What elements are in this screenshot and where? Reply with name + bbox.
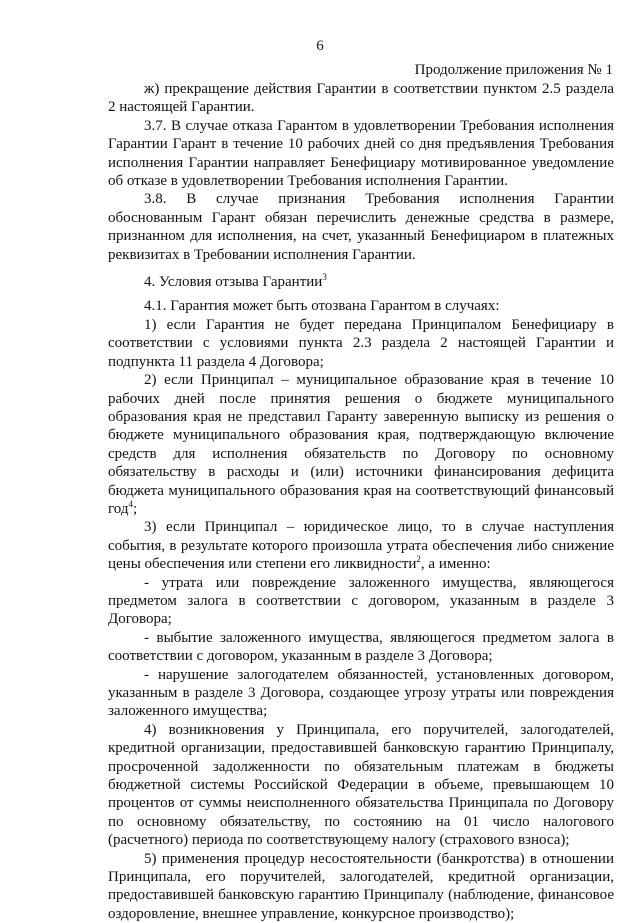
item-3-text: 3) если Принципал – юридическое лицо, то в случае наступления события, в результате которого произошла утрата обеспечения либо снижение цены обеспечения или степени его ликвидности bbox=[108, 519, 614, 573]
document-body bbox=[108, 80, 614, 923]
paragraph-4-1: 4.1. Гарантия может быть отозвана Гарантом в случаях: bbox=[144, 298, 500, 315]
paragraph-4-1-item-3 bbox=[108, 518, 614, 573]
paragraph-4-1-item-4: 4) возникновения у Принципала, его поручителей, залогодателей, кредитной организации, предоставившей банковскую гарантию Принципалу, просроченной задолженности по обязательным платежам в бюджеты бюджетной системы Российской Федерации в объеме, превышающем 10 процентов от суммы неисполненного обязательства Принципала по Договору по основному обязательству, по состоянию на 01 число налогового (расчетного) периода по соответствующему налогу (страхового взноса); bbox=[108, 721, 614, 849]
page-number: 6 bbox=[316, 38, 324, 54]
item-2-text: 2) если Принципал – муниципальное образование края в течение 10 рабочих дней после принятия решения о бюджете муниципального образования края не представил Гаранту заверенную выписку из решения о бюджете муниципального образования края, подтверждающую включение средств для исполнения обязательств по Договору по основному обязательству в расходы и (или) источники финансирования дефицита бюджета муниципального образования края на соответствующий финансовый год bbox=[108, 372, 614, 517]
item-3-end: , а именно: bbox=[420, 556, 491, 573]
footnote-ref-4: 4 bbox=[128, 498, 133, 509]
item-2-end: ; bbox=[132, 500, 138, 517]
dash-item-1: - утрата или повреждение заложенного имущества, являющегося предметом залога в соответствии с договором, указанным в разделе 3 Договора; bbox=[108, 574, 614, 628]
paragraph-3-8: 3.8. В случае признания Требования исполнения Гарантии обоснованным Гарант обязан перечислить денежные средства в размере, признанном для исполнения, на счет, указанный Бенефициаром в платежных реквизитах в Требовании исполнения Гарантии. bbox=[108, 191, 614, 263]
dash-item-2: - выбытие заложенного имущества, являющегося предметом залога в соответствии с договором, указанным в разделе 3 Договора; bbox=[108, 629, 614, 665]
footnote-ref-2: 2 bbox=[416, 554, 421, 565]
paragraph-3-7: 3.7. В случае отказа Гарантом в удовлетворении Требования исполнения Гарантии Гарант в течение 10 рабочих дней со дня предъявления Требования исполнения Гарантии направляет Бенефициару мотивированное уведомление об отказе в удовлетворении Требования исполнения Гарантии. bbox=[108, 117, 614, 190]
paragraph-4-1-item-2 bbox=[108, 371, 614, 518]
dash-item-3: - нарушение залогодателем обязанностей, установленных договором, указанным в разделе 3 Договора, создающее угрозу утраты или повреждения заложенного имущества; bbox=[108, 666, 614, 720]
section-4-title-text: 4. Условия отзыва Гарантии bbox=[144, 274, 323, 291]
paragraph-4-1-item-5: 5) применения процедур несостоятельности (банкротства) в отношении Принципала, его поручителей, залогодателей, кредитной организации, предоставившей банковскую гарантию Принципалу (наблюдение, финансовое оздоровление, внешнее управление, конкурсное производство); bbox=[108, 850, 614, 922]
paragraph-4-1-item-1: 1) если Гарантия не будет передана Принципалом Бенефициару в соответствии с условиями пункта 2.3 раздела 2 настоящей Гарантии и подпункта 11 раздела 4 Договора; bbox=[108, 316, 614, 370]
continuation-label: Продолжение приложения № 1 bbox=[414, 62, 613, 78]
paragraph-zh: ж) прекращение действия Гарантии в соответствии пунктом 2.5 раздела 2 настоящей Гарантии. bbox=[108, 81, 614, 116]
footnote-ref-3: 3 bbox=[322, 272, 327, 283]
section-4-title bbox=[108, 273, 614, 291]
